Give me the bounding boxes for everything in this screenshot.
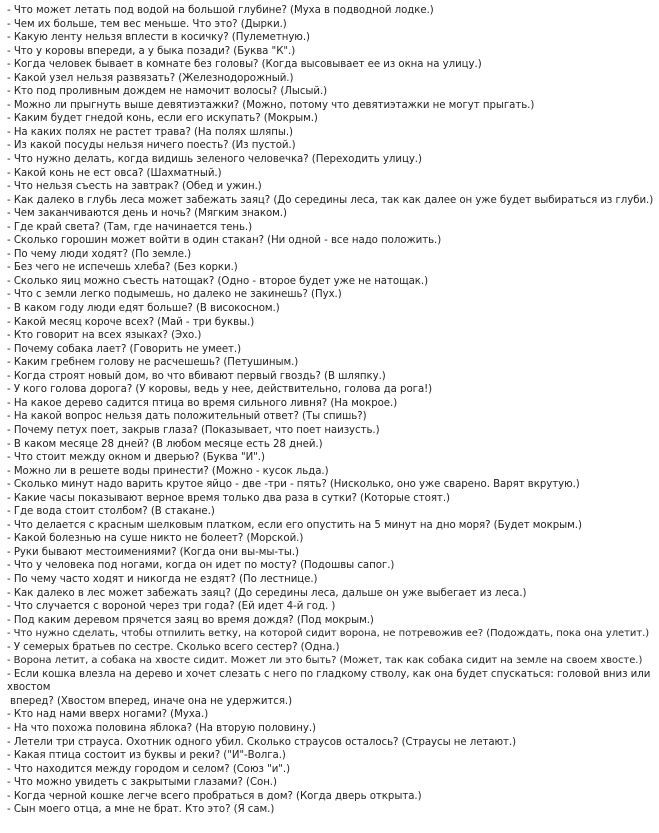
riddle-item: - Где вода стоит столбом? (В стакане.): [7, 506, 215, 518]
riddle-item: - Когда черной кошке легче всего пробраться в дом? (Когда дверь открыта.): [7, 790, 422, 802]
riddle-item: - Без чего не испечешь хлеба? (Без корки.): [7, 262, 238, 274]
riddle-item: - Какую ленту нельзя вплести в косичку? (Пулеметную.): [7, 32, 310, 44]
riddle-item: - Ворона летит, а собака на хвосте сидит. Может ли это быть? (Может, так как собака сидит на земле на своем хвосте.): [7, 655, 643, 667]
riddle-item: - Что может летать под водой на большой глубине? (Муха в подводной лодке.): [7, 5, 434, 16]
riddle-item: - Сын моего отца, а мне не брат. Кто это? (Я сам.): [7, 804, 275, 816]
riddle-item: - Что у коровы впереди, а у быка позади? (Буква "К".): [7, 45, 296, 57]
riddle-item: - Сколько минут надо варить крутое яйцо - две -три - пять? (Нисколько, оно уже сварено. Варят вкрутую.): [7, 479, 580, 491]
riddle-item: - Чем их больше, тем вес меньше. Что это? (Дырки.): [7, 18, 287, 30]
riddle-item: - Почему собака лает? (Говорить не умеет.): [7, 343, 242, 355]
riddle-line: вперед? (Хвостом вперед, иначе она не удержится.): [10, 695, 293, 707]
riddle-item: - У семерых братьев по сестре. Сколько всего сестер? (Одна.): [7, 641, 340, 653]
riddle-item: - Как далеко в лес может забежать заяц? (До середины леса, дальше он уже выбегает из леса.): [7, 587, 527, 599]
riddle-item: - Каким гребнем голову не расчешешь? (Петушиным.): [7, 357, 299, 369]
riddle-item: - Какой месяц короче всех? (Май - три буквы.): [7, 316, 255, 328]
riddle-item: - По чему люди ходят? (По земле.): [7, 248, 192, 260]
riddle-item: - Когда строят новый дом, во что вбивают первый гвоздь? (В шляпку.): [7, 370, 386, 382]
riddle-item: - Что нужно делать, когда видишь зеленого человечка? (Переходить улицу.): [7, 154, 422, 166]
riddle-line: - Если кошка влезла на дерево и хочет слезать с него по гладкому стволу, как она будет спускаться: головой вниз или хвостом: [7, 668, 651, 694]
riddle-item: - Под каким деревом прячется заяц во время дождя? (Под мокрым.): [7, 614, 374, 626]
riddle-item: - На какой вопрос нельзя дать положительный ответ? (Ты спишь?): [7, 411, 367, 423]
riddle-item: - Кто над нами вверх ногами? (Муха.): [7, 709, 209, 721]
riddle-item: - Что случается с вороной через три года? (Ей идет 4-й год. ): [7, 601, 336, 613]
riddle-item: - Что с земли легко подымешь, но далеко не закинешь? (Пух.): [7, 289, 342, 301]
riddle-item: - Каким будет гнедой конь, если его искупать? (Мокрым.): [7, 113, 318, 125]
riddle-item: - Кто под проливным дождем не намочит волосы? (Лысый.): [7, 86, 328, 98]
riddle-item: - На каких полях не растет трава? (На полях шляпы.): [7, 126, 293, 138]
riddle-item: - Что находится между городом и селом? (Союз "и".): [7, 763, 291, 775]
riddle-item: - Какой конь не ест овса? (Шахматный.): [7, 167, 222, 179]
riddle-item: - Почему петух поет, закрыв глаза? (Показывает, что поет наизусть.): [7, 424, 380, 436]
riddle-item: - Из какой посуды нельзя ничего поесть? (Из пустой.): [7, 140, 296, 152]
riddle-item: - Чем заканчиваются день и ночь? (Мягким знаком.): [7, 208, 287, 220]
riddle-item: - Можно ли прыгнуть выше девятиэтажки? (Можно, потому что девятиэтажки не могут прыгать.): [7, 99, 535, 111]
riddle-item: - Что делается с красным шелковым платком, если его опустить на 5 минут на дно моря? (Будет мокрым.): [7, 519, 582, 531]
riddle-item: - Что нельзя съесть на завтрак? (Обед и ужин.): [7, 181, 262, 193]
riddle-item: - Что нужно сделать, чтобы отпилить ветку, на которой сидит ворона, не потревожив ее? (Подождать, пока она улетит.): [7, 628, 650, 640]
riddle-item: - На какое дерево садится птица во время сильного ливня? (На мокрое.): [7, 397, 398, 409]
riddle-item: - Что стоит между окном и дверью? (Буква "И".): [7, 452, 265, 464]
riddle-item: - Где край света? (Там, где начинается тень.): [7, 221, 253, 233]
riddle-item: - Как далеко в глубь леса может забежать заяц? (До середины леса, так как далее он уже будет выбираться из глуби.): [7, 194, 654, 206]
riddle-item: - У кого голова дорога? (У коровы, ведь у нее, действительно, голова да рога!): [7, 384, 433, 396]
riddle-item: - Руки бывают местоимениями? (Когда они вы-мы-ты.): [7, 546, 299, 558]
riddle-item: - Какие часы показывают верное время только два раза в сутки? (Которые стоят.): [7, 492, 450, 504]
riddle-item: - По чему часто ходят и никогда не ездят? (По лестнице.): [7, 573, 318, 585]
riddle-item: - На что похожа половина яблока? (На вторую половину.): [7, 722, 316, 734]
riddle-item: - Когда человек бывает в комнате без головы? (Когда высовывает ее из окна на улицу.): [7, 59, 482, 71]
riddle-item: - Сколько яиц можно съесть натощак? (Одно - второе будет уже не натощак.): [7, 275, 429, 287]
riddle-item: - Какой узел нельзя развязать? (Железнодорожный.): [7, 72, 294, 84]
riddle-item: - Сколько горошин может войти в один стакан? (Ни одной - все надо положить.): [7, 235, 442, 247]
riddle-item: - Какой болезнью на суше никто не болеет? (Морской.): [7, 533, 304, 545]
riddle-item: - Кто говорит на всех языках? (Эхо.): [7, 330, 202, 342]
riddle-item: - В каком месяце 28 дней? (В любом месяце есть 28 дней.): [7, 438, 323, 450]
riddle-item: - В каком году люди едят больше? (В високосном.): [7, 303, 280, 315]
riddle-item: - Можно ли в решете воды принести? (Можно - кусок льда.): [7, 465, 329, 477]
riddle-item: - Что у человека под ногами, когда он идет по мосту? (Подошвы сапог.): [7, 560, 395, 572]
riddle-item: [0, 668, 659, 709]
riddle-item: - Что можно увидеть с закрытыми глазами? (Сон.): [7, 777, 277, 789]
riddle-item: - Какая птица состоит из буквы и реки? ("И"-Волга.): [7, 750, 286, 762]
riddle-item: - Летели три страуса. Охотник одного убил. Сколько страусов осталось? (Страусы не летают.): [7, 736, 517, 748]
